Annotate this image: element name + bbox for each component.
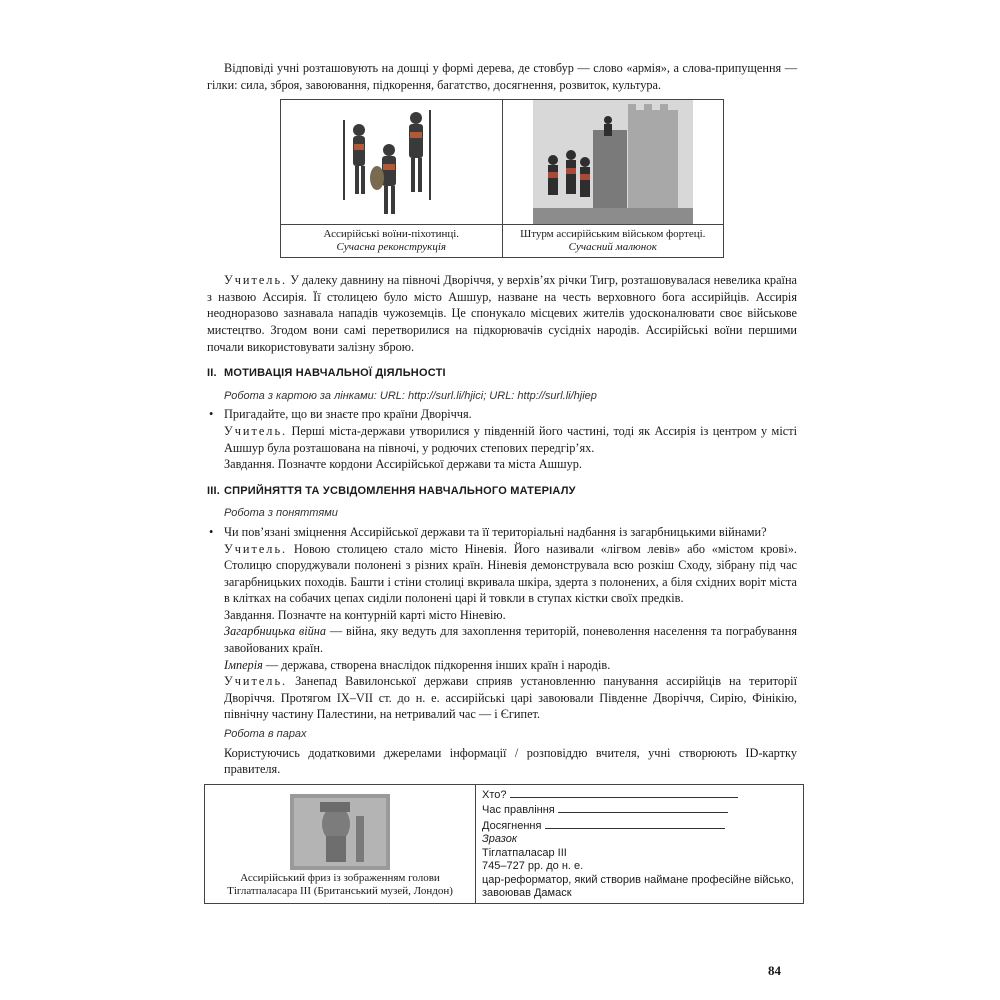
section-title: СПРИЙНЯТТЯ ТА УСВІДОМЛЕННЯ НАВЧАЛЬНОГО МАТЕРІАЛУ	[224, 484, 576, 497]
sample-years: 745–727 рр. до н. е.	[482, 860, 584, 873]
paragraph-text: Перші міста-держави утворилися у південній його частині, тоді як Ассирія із центром у місті Ашшур була розташована на півночі, у родючих степових передгір’ях.	[224, 423, 797, 455]
bullet-text: Пригадайте, що ви знаєте про країни Дворіччя.	[224, 407, 472, 422]
paragraph-text: Занепад Вавилонської держави сприяв установленню панування ассирійців на території Дворіччя. Протягом IX–VII ст. до н. е. ассирійські царі завоювали Південне Дворіччя, Сирію, Фінікію, північну частину Палестини, на нетривалий час — і Єгипет.	[224, 674, 797, 722]
concepts-subheading: Робота з поняттями	[224, 507, 338, 520]
term: Загарбницька війна	[224, 624, 327, 639]
page-number: 84	[768, 963, 781, 978]
fill-line	[510, 787, 738, 798]
field-label: Час правління	[482, 804, 555, 817]
bullet-question	[207, 524, 797, 541]
speaker-label: Учитель.	[224, 273, 288, 288]
term-definition-war	[207, 623, 797, 656]
caption-text: Штурм ассирійським військом фортеці.	[520, 228, 706, 241]
section-title: МОТИВАЦІЯ НАВЧАЛЬНОЇ ДІЯЛЬНОСТІ	[224, 367, 446, 380]
id-card-table	[204, 784, 804, 904]
speaker-label: Учитель.	[224, 541, 288, 556]
id-card-image-cell	[205, 784, 476, 903]
teacher-paragraph-2	[207, 423, 797, 456]
id-card-fields-cell	[476, 784, 804, 903]
figures-table	[280, 99, 724, 258]
teacher-paragraph-1	[207, 272, 797, 355]
paragraph-text: У далеку давнину на півночі Дворіччя, у верхів’ях річки Тигр, розташовувалася невелика країна з назвою Ассирія. Її столицею було місто Ашшур, назване на честь верховного бога ассирійців. Ассирія неодноразово зазнавала нападів чужоземців. Це спонукало місцевих жителів удосконалювати своє військове мистецтво. Згодом вони самі перетворилися на підкорювачів сусідніх народів. Ассирійські воїни першими почали використовувати залізну зброю.	[207, 273, 797, 354]
id-field-achievements	[482, 818, 797, 834]
sample-name: Тіглатпаласар III	[482, 846, 567, 859]
siege-image	[533, 100, 693, 224]
field-label: Хто?	[482, 788, 507, 801]
section-heading-3	[207, 483, 797, 500]
definition: — держава, створена внаслідок підкорення інших країн і народів.	[262, 657, 611, 672]
caption-text: Ассирійські воїни-піхотинці.	[323, 228, 460, 241]
map-links-note: Робота з картою за лінками: URL: http://surl.li/hjici; URL: http://surl.li/hjiep	[224, 389, 597, 402]
caption-subtext: Сучасний малюнок	[568, 241, 657, 254]
field-label: Досягнення	[482, 819, 542, 832]
speaker-label: Учитель.	[224, 423, 288, 438]
fill-line	[558, 802, 728, 813]
pairs-subheading: Робота в парах	[224, 728, 307, 741]
section-number: III.	[207, 484, 221, 497]
figure-cell-siege	[502, 100, 724, 258]
task-paragraph-1: Завдання. Позначте кордони Ассирійської держави та міста Ашшур.	[224, 457, 582, 472]
siege-illustration	[533, 100, 693, 224]
bullet-icon: •	[209, 407, 214, 422]
bullet-question	[207, 406, 797, 423]
frieze-image	[290, 794, 390, 870]
warriors-image	[331, 100, 451, 224]
bullet-text: Чи пов’язані зміцнення Ассирійської держави та її територіальні надбання із загарбницькими війнами?	[224, 524, 767, 539]
id-field-who	[482, 787, 797, 803]
paragraph-text: Новою столицею стало місто Ніневія. Його називали «лігвом левів» або «містом крові». Столицю споруджували полонені з різних країн. Ніневія демонструвала всю розкіш Сходу, зібрану під час загарбницьких походів. Башти і стіни столиці вкривала шкіра, здерта з полонених, а біля східних воріт міста в клітках на собачих цепах сиділи полонені царі й товкли в ступах кістки своїх предків.	[224, 541, 797, 606]
section-heading-2	[207, 365, 797, 382]
term-definition-empire	[207, 657, 797, 674]
fill-line	[545, 818, 725, 829]
sample-label: Зразок	[482, 833, 518, 846]
sample-description: цар-реформатор, який створив наймане професійне військо, завоював Дамаск	[482, 873, 794, 900]
figure-caption-siege	[503, 224, 724, 257]
page-content	[207, 60, 797, 904]
definition: — війна, яку ведуть для захоплення територій, поневолення населення та пограбування завойованих країн.	[224, 624, 797, 656]
term: Імперія	[224, 657, 263, 672]
intro-paragraph: Відповіді учні розташовують на дошці у формі дерева, де стовбур — слово «армія», а слова-припущення — гілки: сила, зброя, завоювання, підкорення, багатство, досягнення, розвиток, культура.	[207, 61, 797, 92]
warriors-illustration	[331, 100, 451, 224]
figure-cell-warriors	[281, 100, 503, 258]
caption-subtext: Сучасна реконструкція	[336, 241, 446, 254]
speaker-label: Учитель.	[224, 674, 288, 689]
section-number: II.	[207, 367, 217, 380]
frieze-illustration	[290, 794, 390, 870]
task-paragraph-2: Завдання. Позначте на контурній карті місто Ніневію.	[224, 607, 506, 622]
frieze-caption: Ассирійський фриз із зображенням голови Тіглатпаласара III (Британський музей, Лондон)	[227, 871, 453, 898]
pairs-paragraph: Користуючись додатковими джерелами інформації / розповіддю вчителя, учні створюють ID-картку правителя.	[224, 745, 797, 777]
id-field-reign	[482, 802, 797, 818]
teacher-paragraph-3	[207, 541, 797, 607]
figure-caption-warriors	[281, 224, 502, 257]
teacher-paragraph-4	[207, 673, 797, 723]
bullet-icon: •	[209, 524, 214, 539]
